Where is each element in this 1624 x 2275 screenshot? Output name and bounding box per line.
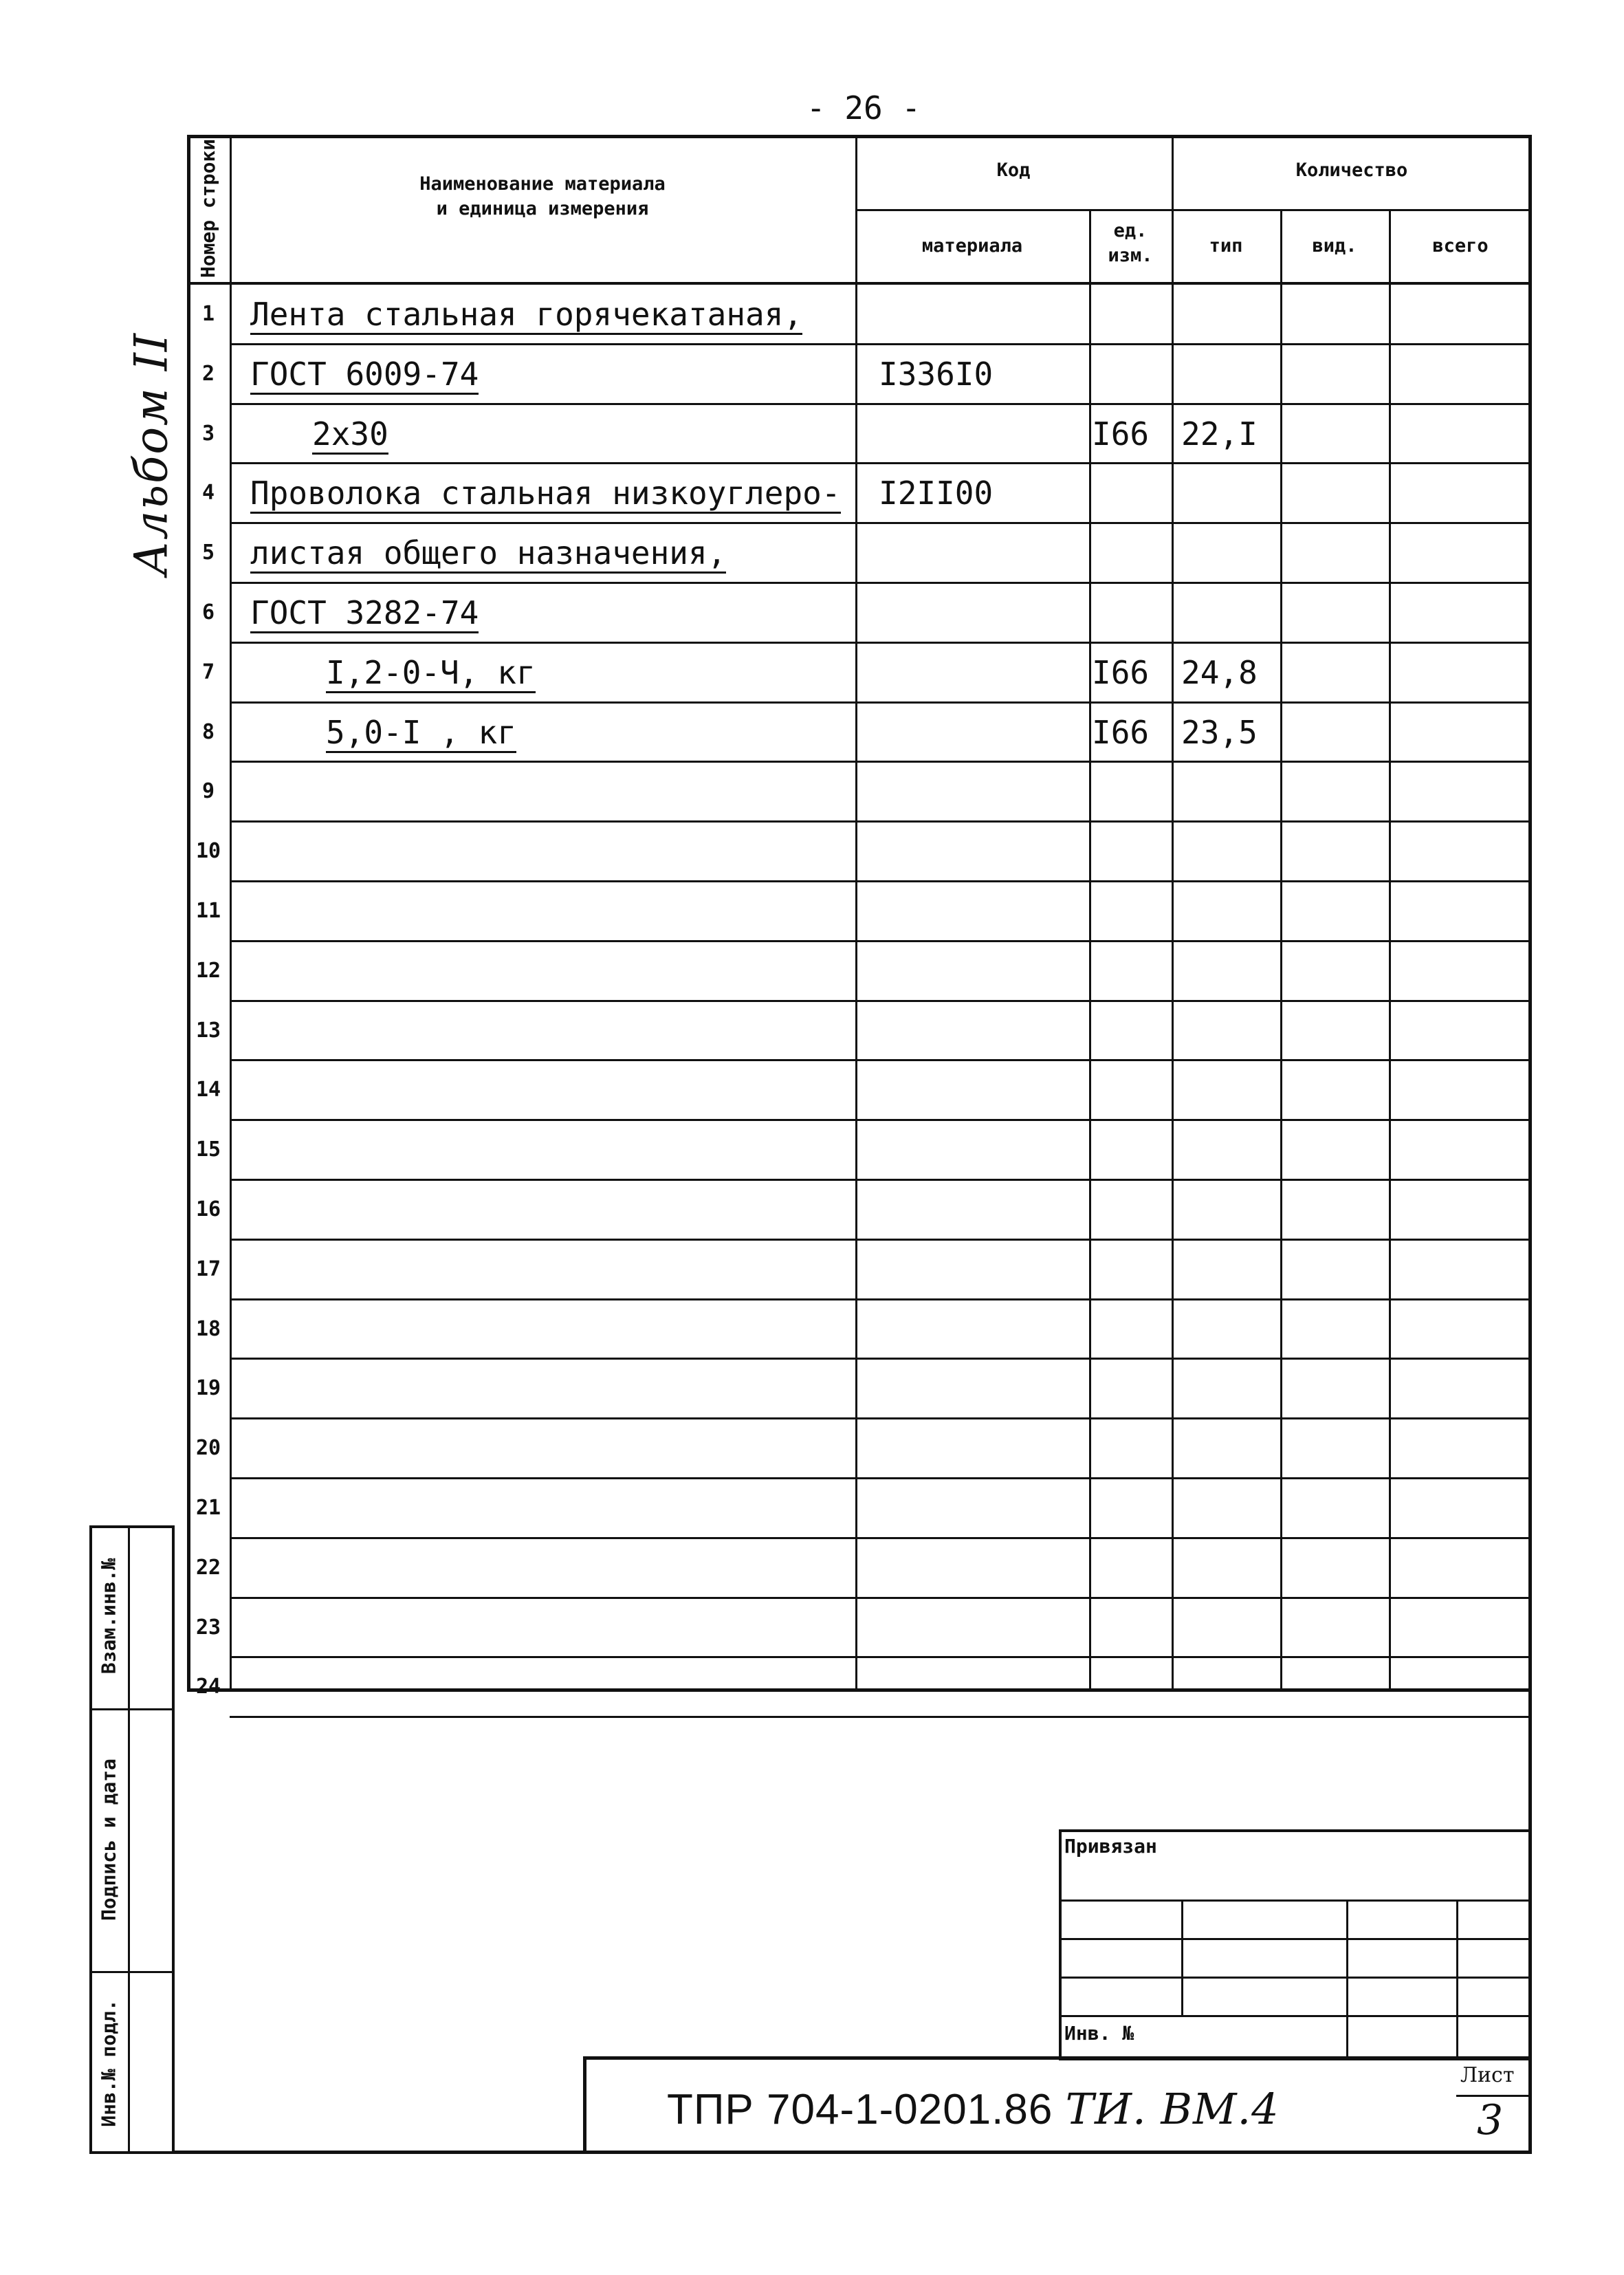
cell-unit [1092, 464, 1172, 523]
cell-unit [1092, 1300, 1172, 1359]
cell-view [1290, 404, 1389, 464]
cell-type [1181, 822, 1280, 881]
document-code-printed: ТПР 704-1-0201.86 [667, 2086, 1053, 2133]
cell-view [1290, 703, 1389, 762]
cell-type [1181, 464, 1280, 523]
cell-unit [1092, 1001, 1172, 1060]
cell-unit [1092, 583, 1172, 642]
cell-unit [1092, 1060, 1172, 1120]
cell-name [250, 1359, 855, 1418]
cell-type [1181, 1120, 1280, 1179]
cell-view [1290, 822, 1389, 881]
cell-total [1398, 404, 1532, 464]
cell-total [1398, 643, 1532, 702]
cell-material-code [879, 1419, 1089, 1478]
cell-material-code: I2II00 [879, 475, 994, 512]
cell-material-code [879, 404, 1089, 464]
cell-view [1290, 345, 1389, 404]
row-number: 7 [201, 660, 215, 684]
cell-total [1398, 1419, 1532, 1478]
album-label: Альбом II [124, 332, 178, 576]
cell-name [250, 1240, 855, 1299]
quantity-group-header: Количество [1295, 160, 1408, 181]
row-number: 22 [195, 1555, 221, 1580]
unit-code-header-line2: изм. [1108, 245, 1153, 266]
privyazan-line-2 [1059, 1938, 1532, 1940]
cell-name-text: Лента стальная горячекатаная, [250, 296, 802, 335]
cell-view [1290, 1538, 1389, 1598]
cell-name [250, 345, 855, 404]
cell-name-text: ГОСТ 6009-74 [250, 356, 479, 395]
cell-unit [1092, 822, 1172, 881]
cell-unit [1092, 941, 1172, 1001]
row-number: 23 [195, 1615, 221, 1640]
privyazan-col-1 [1181, 1900, 1183, 2015]
cell-name [250, 941, 855, 1001]
cell-name [250, 583, 855, 642]
cell-material-code [879, 822, 1089, 881]
cell-unit [1092, 1419, 1172, 1478]
cell-unit [1092, 1359, 1172, 1418]
cell-type: 23,5 [1181, 713, 1258, 751]
cell-total [1398, 703, 1532, 762]
cell-material-code [879, 1001, 1089, 1060]
name-header [230, 172, 855, 221]
strip-inner-line [128, 1525, 130, 2154]
cell-total [1398, 523, 1532, 583]
cell-type [1181, 1359, 1280, 1418]
cell-unit [1092, 1598, 1172, 1657]
row-number-header-cell [187, 135, 230, 282]
cell-material-code [879, 1060, 1089, 1120]
replacement-inv-label: Взам.инв.№ [97, 1558, 120, 1675]
row-number: 10 [195, 839, 221, 864]
cell-view [1290, 523, 1389, 583]
cell-name-text: ГОСТ 3282-74 [250, 594, 479, 633]
cell-total [1398, 464, 1532, 523]
cell-type: 24,8 [1181, 653, 1258, 691]
unit-code-header-line1: ед. [1113, 220, 1148, 241]
cell-type [1181, 285, 1280, 344]
unit-code-header [1089, 219, 1172, 268]
cell-view [1290, 1300, 1389, 1359]
cell-total [1398, 1060, 1532, 1120]
cell-unit [1092, 882, 1172, 941]
row-number: 14 [195, 1078, 221, 1102]
cell-name [250, 643, 931, 702]
cell-material-code [879, 1598, 1089, 1657]
cell-material-code [879, 882, 1089, 941]
cell-unit [1092, 1538, 1172, 1598]
cell-total [1398, 285, 1532, 344]
cell-total [1398, 1180, 1532, 1239]
cell-type [1181, 523, 1280, 583]
divider-number-column [230, 135, 232, 1692]
strip-divider-1 [89, 1708, 175, 1710]
cell-view [1290, 941, 1389, 1001]
material-code-header: материала [921, 235, 1023, 257]
privyazan-line-3 [1059, 1977, 1532, 1979]
divider-material-code-column [1089, 210, 1091, 1692]
cell-total [1398, 345, 1532, 404]
cell-material-code [879, 643, 1089, 702]
document-code-handwritten: ТИ. ВМ.4 [1065, 2084, 1280, 2134]
privyazan-line-1 [1059, 1900, 1532, 1902]
row-number: 20 [195, 1436, 221, 1461]
cell-type [1181, 882, 1280, 941]
row-number: 24 [195, 1675, 221, 1699]
row-number: 4 [201, 481, 215, 505]
cell-total [1398, 1300, 1532, 1359]
row-number: 21 [195, 1496, 221, 1520]
cell-name-text: 2х30 [312, 415, 388, 455]
cell-material-code [879, 583, 1089, 642]
original-inv-label: Инв.№ подл. [97, 1999, 120, 2127]
divider-type-column [1280, 210, 1282, 1692]
divider-code-group [1172, 135, 1174, 1692]
row-number: 19 [195, 1376, 221, 1401]
cell-view [1290, 1001, 1389, 1060]
row-number: 2 [201, 361, 215, 386]
cell-material-code: I336I0 [879, 355, 994, 393]
cell-total [1398, 1001, 1532, 1060]
cell-view [1290, 762, 1389, 821]
name-header-line1: Наименование материала [419, 173, 666, 195]
cell-type [1181, 1001, 1280, 1060]
inv-no-label: Инв. № [1064, 2022, 1134, 2045]
cell-material-code [879, 1479, 1089, 1538]
cell-view [1290, 285, 1389, 344]
header-subdivider [855, 209, 1532, 211]
cell-name [250, 1300, 855, 1359]
row-number: 13 [195, 1018, 221, 1043]
cell-total [1398, 1120, 1532, 1179]
page-number: - 26 - [806, 89, 921, 127]
cell-material-code [879, 1120, 1089, 1179]
divider-view-column [1389, 210, 1391, 1692]
cell-total [1398, 941, 1532, 1001]
row-number: 16 [195, 1197, 221, 1221]
cell-type [1181, 583, 1280, 642]
row-number-header: Номер строки [197, 138, 219, 279]
cell-name [250, 1419, 855, 1478]
cell-unit [1092, 762, 1172, 821]
cell-unit [1092, 1120, 1172, 1179]
cell-total [1398, 822, 1532, 881]
qty-view-header: вид. [1312, 235, 1357, 257]
sheet-label: Лист [1460, 2063, 1515, 2087]
cell-total [1398, 1359, 1532, 1418]
row-number: 1 [201, 302, 215, 326]
cell-type [1181, 1300, 1280, 1359]
cell-view [1290, 464, 1389, 523]
cell-name [250, 285, 855, 344]
cell-unit: I66 [1092, 713, 1150, 751]
cell-name-text: I,2-0-Ч, кг [326, 654, 536, 693]
cell-unit [1092, 523, 1172, 583]
row-number: 17 [195, 1256, 221, 1281]
cell-view [1290, 1359, 1389, 1418]
row-number: 6 [201, 600, 215, 624]
cell-name [250, 882, 855, 941]
cell-name [250, 1479, 855, 1538]
cell-unit [1092, 345, 1172, 404]
cell-material-code [879, 1180, 1089, 1239]
cell-type [1181, 1598, 1280, 1657]
row-number: 8 [201, 719, 215, 744]
qty-total-header: всего [1432, 235, 1489, 257]
cell-view [1290, 1598, 1389, 1657]
cell-view [1290, 643, 1389, 702]
cell-total [1398, 1240, 1532, 1299]
cell-unit [1092, 1240, 1172, 1299]
cell-name [250, 1538, 855, 1598]
cell-name [250, 762, 855, 821]
cell-name [250, 1180, 855, 1239]
row-number: 9 [201, 779, 215, 804]
cell-view [1290, 1479, 1389, 1538]
qty-type-header: тип [1209, 235, 1243, 257]
cell-name [250, 1120, 855, 1179]
cell-name [250, 1060, 855, 1120]
cell-type [1181, 1419, 1280, 1478]
cell-total [1398, 583, 1532, 642]
cell-type [1181, 1479, 1280, 1538]
name-header-line2: и единица измерения [436, 198, 649, 219]
cell-view [1290, 882, 1389, 941]
row-number: 11 [195, 899, 221, 923]
privyazan-line-4 [1059, 2015, 1532, 2017]
cell-type [1181, 1538, 1280, 1598]
cell-total [1398, 1598, 1532, 1657]
cell-name [250, 1598, 855, 1657]
cell-total [1398, 762, 1532, 821]
cell-unit [1092, 1180, 1172, 1239]
cell-type [1181, 941, 1280, 1001]
cell-view [1290, 1180, 1389, 1239]
cell-material-code [879, 1538, 1089, 1598]
cell-view [1290, 1060, 1389, 1120]
row-number: 12 [195, 958, 221, 983]
cell-unit [1092, 1479, 1172, 1538]
cell-material-code [879, 523, 1089, 583]
cell-name [250, 822, 855, 881]
cell-view [1290, 1419, 1389, 1478]
code-group-header: Код [996, 160, 1031, 181]
cell-unit: I66 [1092, 653, 1150, 691]
cell-type [1181, 1180, 1280, 1239]
cell-material-code [879, 762, 1089, 821]
row-number: 3 [201, 421, 215, 446]
cell-material-code [879, 1359, 1089, 1418]
cell-name-text: Проволока стальная низкоуглеро- [250, 475, 841, 514]
cell-total [1398, 882, 1532, 941]
cell-name [250, 703, 931, 762]
strip-divider-2 [89, 1971, 175, 1973]
document-code [667, 2084, 1280, 2134]
row-number: 18 [195, 1316, 221, 1341]
cell-view [1290, 1240, 1389, 1299]
privyazan-col-3 [1456, 1900, 1458, 2056]
row-number: 5 [201, 541, 215, 565]
cell-material-code [879, 1240, 1089, 1299]
cell-type [1181, 345, 1280, 404]
cell-name [250, 1001, 855, 1060]
sheet-number: 3 [1477, 2096, 1504, 2144]
cell-unit: I66 [1092, 415, 1150, 453]
cell-type [1181, 1060, 1280, 1120]
cell-name [250, 404, 917, 464]
cell-type [1181, 1240, 1280, 1299]
privyazan-label: Привязан [1064, 1835, 1157, 1858]
cell-type [1181, 762, 1280, 821]
cell-view [1290, 583, 1389, 642]
divider-name-column [855, 135, 857, 1692]
privyazan-col-2 [1346, 1900, 1348, 2056]
row-number: 15 [195, 1138, 221, 1162]
cell-name-text: листая общего назначения, [250, 534, 726, 574]
cell-type: 22,I [1181, 415, 1258, 453]
cell-total [1398, 1479, 1532, 1538]
cell-view [1290, 1120, 1389, 1179]
cell-material-code [879, 941, 1089, 1001]
cell-material-code [879, 703, 1089, 762]
signature-date-label: Подпись и дата [97, 1758, 120, 1922]
cell-material-code [879, 1300, 1089, 1359]
cell-name [250, 523, 855, 583]
cell-name-text: 5,0-I , кг [326, 714, 516, 753]
cell-total [1398, 1538, 1532, 1598]
cell-unit [1092, 285, 1172, 344]
cell-name [250, 464, 855, 523]
cell-material-code [879, 285, 1089, 344]
